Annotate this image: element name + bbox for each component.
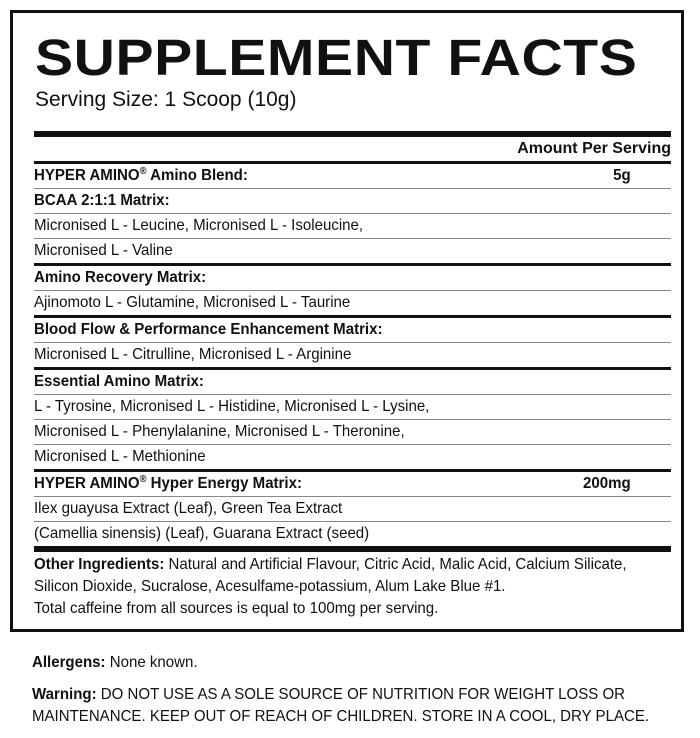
warning-label: Warning: xyxy=(32,686,97,703)
ingredient-line: L - Tyrosine, Micronised L - Histidine, Micronised L - Lysine, xyxy=(34,398,430,415)
other-ingredients xyxy=(34,552,669,620)
warning-line-1: DO NOT USE AS A SOLE SOURCE OF NUTRITION FOR WEIGHT LOSS OR xyxy=(96,686,626,703)
allergens-text: None known. xyxy=(105,654,198,671)
allergens xyxy=(32,652,198,674)
energy-amount: 200mg xyxy=(582,475,631,492)
ingredient-line: Ajinomoto L - Glutamine, Micronised L - Taurine xyxy=(34,294,351,311)
other-ingredients-label: Other Ingredients: xyxy=(34,556,165,573)
recovery-heading: Amino Recovery Matrix: xyxy=(34,269,207,286)
serving-size: Serving Size: 1 Scoop (10g) xyxy=(35,88,297,111)
blood-flow-heading: Blood Flow & Performance Enhancement Matrix: xyxy=(34,321,383,338)
warning xyxy=(32,684,649,728)
caffeine-note: Total caffeine from all sources is equal to 100mg per serving. xyxy=(34,600,439,617)
bcaa-heading: BCAA 2:1:1 Matrix: xyxy=(34,192,170,209)
warning-line-2: MAINTENANCE. KEEP OUT OF REACH OF CHILDREN. STORE IN A COOL, DRY PLACE. xyxy=(32,708,650,725)
panel-title: SUPPLEMENT FACTS xyxy=(35,29,638,86)
amount-header: Amount Per Serving xyxy=(517,140,671,157)
other-ingredients-text: Natural and Artificial Flavour, Citric Acid, Malic Acid, Calcium Silicate, Silicon Dioxide, Sucralose, Acesulfame-potassium, Alum Lake Blue #1. xyxy=(34,556,627,595)
ingredient-line: Micronised L - Leucine, Micronised L - Isoleucine, xyxy=(34,217,364,234)
ingredient-line: Ilex guayusa Extract (Leaf), Green Tea Extract xyxy=(34,500,343,517)
ingredient-line: Micronised L - Phenylalanine, Micronised L - Theronine, xyxy=(34,423,405,440)
ingredient-line: (Camellia sinensis) (Leaf), Guarana Extract (seed) xyxy=(34,525,370,542)
allergens-label: Allergens: xyxy=(32,654,106,671)
hyper-amino-blend-row: HYPER AMINO® Amino Blend: 5g xyxy=(34,164,669,188)
essential-heading: Essential Amino Matrix: xyxy=(34,373,204,390)
blend-amount: 5g xyxy=(613,167,631,184)
facts-table xyxy=(34,131,671,620)
ingredient-line: Micronised L - Methionine xyxy=(34,448,206,465)
ingredient-line: Micronised L - Valine xyxy=(34,242,173,259)
energy-matrix-row: HYPER AMINO® Hyper Energy Matrix: 200mg xyxy=(34,472,669,496)
ingredient-line: Micronised L - Citrulline, Micronised L - Arginine xyxy=(34,346,352,363)
supplement-facts-panel xyxy=(10,10,684,632)
